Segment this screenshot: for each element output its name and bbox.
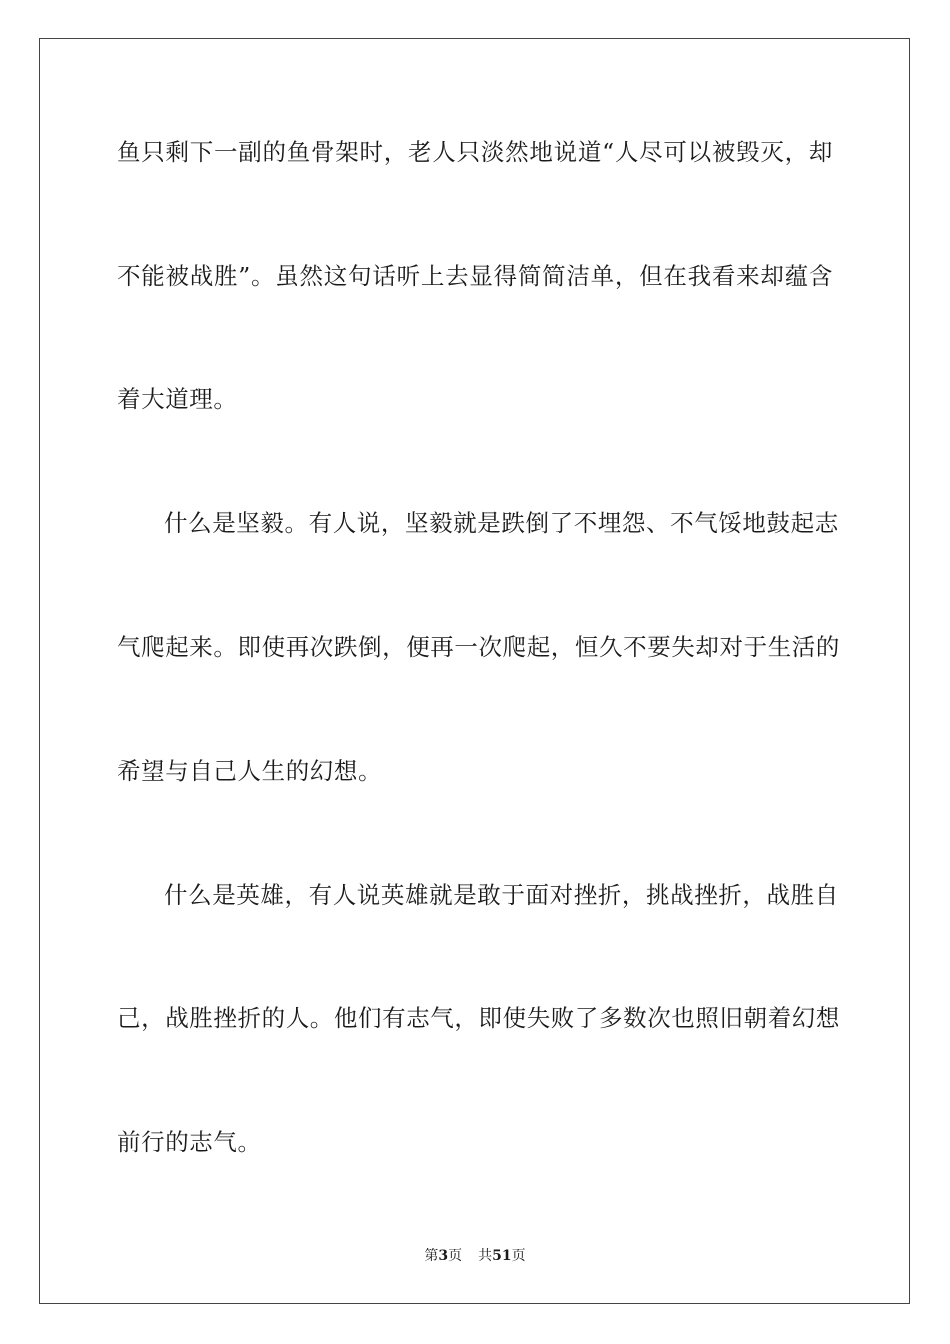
text-line: 着大道理。 [117, 385, 238, 413]
page-suffix: 页 [448, 1248, 463, 1264]
text-line: 希望与自己人生的幻想。 [117, 757, 383, 785]
text-line: 什么是英雄，有人说英雄就是敢于面对挫折，挑战挫折，战胜自 [164, 881, 839, 909]
text-line: 己，战胜挫折的人。他们有志气，即使失败了多数次也照旧朝着幻想 [117, 1004, 840, 1032]
page-border [39, 38, 910, 1304]
page-footer [0, 1247, 950, 1265]
page-number: 3 [438, 1248, 449, 1264]
page-prefix: 第 [424, 1248, 439, 1264]
text-line: 气爬起来。即使再次跌倒，便再一次爬起，恒久不要失却对于生活的 [117, 633, 840, 661]
total-prefix: 共 [478, 1248, 493, 1264]
total-suffix: 页 [511, 1248, 526, 1264]
text-line: 鱼只剩下一副的鱼骨架时，老人只淡然地说道“人尽可以被毁灭，却 [117, 138, 833, 166]
text-line: 前行的志气。 [117, 1128, 262, 1156]
total-pages: 51 [492, 1248, 512, 1264]
text-line: 什么是坚毅。有人说，坚毅就是跌倒了不埋怨、不气馁地鼓起志 [164, 509, 839, 537]
text-line: 不能被战胜”。虽然这句话听上去显得简简洁单，但在我看来却蕴含 [117, 262, 833, 290]
